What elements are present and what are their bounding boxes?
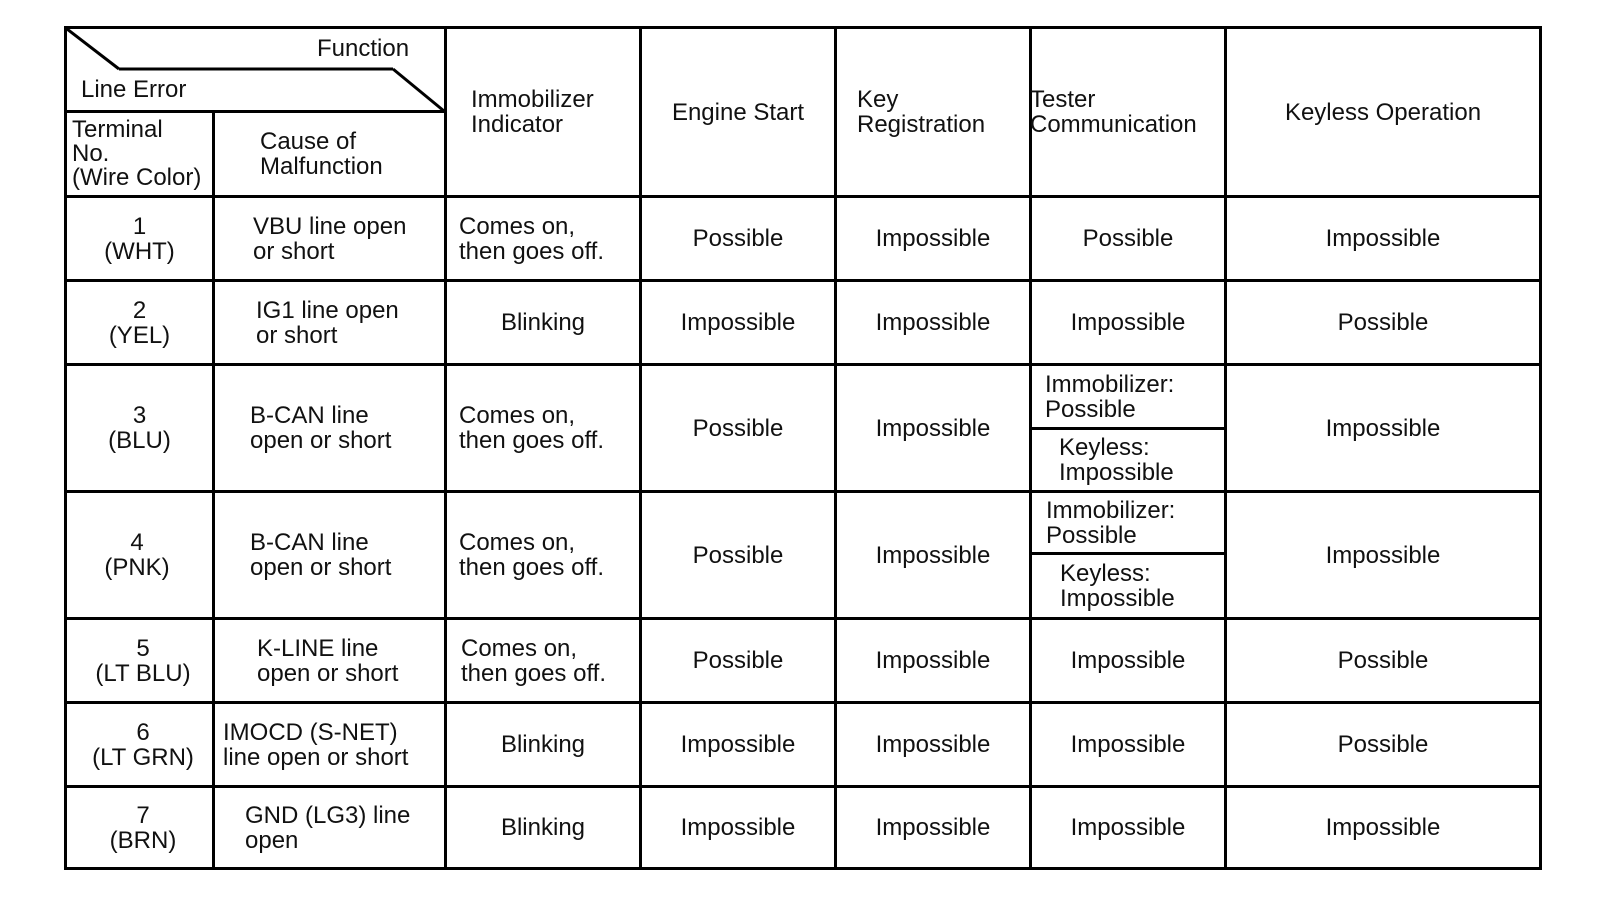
key-registration-header: Key Registration (857, 86, 986, 138)
indicator-cell: Blinking (500, 309, 586, 336)
key-registration-cell: Impossible (875, 647, 991, 674)
tester-keyless-cell: Keyless: Impossible (1059, 434, 1174, 486)
keyless-cell: Impossible (1325, 414, 1441, 442)
terminal-cell: 5 (LT BLU) (95, 634, 191, 687)
keyless-cell: Impossible (1325, 225, 1441, 252)
cause-cell: B-CAN line open or short (250, 402, 392, 454)
engine-start-header: Engine Start (671, 98, 805, 126)
keyless-cell: Impossible (1325, 541, 1441, 569)
terminal-cell: 3 (BLU) (108, 402, 171, 454)
engine-start-cell: Impossible (680, 814, 796, 841)
engine-start-cell: Possible (692, 225, 784, 252)
engine-start-cell: Impossible (680, 309, 796, 336)
diagnostic-table (64, 26, 1542, 870)
cause-cell: VBU line open or short (253, 212, 407, 265)
cause-cell: K-LINE line open or short (257, 634, 399, 687)
terminal-cell: 6 (LT GRN) (92, 718, 194, 771)
keyless-cell: Impossible (1325, 814, 1441, 841)
tester-communication-header: Tester Communication (1030, 86, 1197, 138)
terminal-cell: 1 (WHT) (104, 212, 175, 265)
key-registration-cell: Impossible (875, 541, 991, 569)
key-registration-cell: Impossible (875, 414, 991, 442)
key-registration-cell: Impossible (875, 309, 991, 336)
key-registration-cell: Impossible (875, 731, 991, 758)
tester-cell: Impossible (1070, 309, 1186, 336)
indicator-cell: Comes on, then goes off. (459, 402, 605, 454)
keyless-operation-header: Keyless Operation (1284, 98, 1482, 126)
engine-start-cell: Possible (692, 414, 784, 442)
engine-start-cell: Possible (692, 541, 784, 569)
line-error-label: Line Error (81, 75, 187, 103)
terminal-cell: 7 (BRN) (109, 801, 177, 854)
key-registration-cell: Impossible (875, 814, 991, 841)
tester-cell: Impossible (1070, 731, 1186, 758)
engine-start-cell: Possible (692, 647, 784, 674)
keyless-cell: Possible (1337, 731, 1429, 758)
tester-keyless-cell: Keyless: Impossible (1060, 560, 1175, 612)
indicator-cell: Blinking (500, 731, 586, 758)
tester-cell: Impossible (1070, 647, 1186, 674)
terminal-header: Terminal No. (Wire Color) (72, 116, 202, 191)
cause-cell: GND (LG3) line open (245, 801, 411, 854)
terminal-cell: 2 (YEL) (108, 296, 171, 349)
tester-immobilizer-cell: Immobilizer: Possible (1045, 370, 1175, 423)
function-label: Function (317, 34, 410, 62)
keyless-cell: Possible (1337, 647, 1429, 674)
indicator-cell: Comes on, then goes off. (459, 212, 605, 265)
engine-start-cell: Impossible (680, 731, 796, 758)
cause-cell: IMOCD (S-NET) line open or short (223, 718, 409, 771)
indicator-cell: Comes on, then goes off. (459, 529, 605, 581)
indicator-cell: Comes on, then goes off. (461, 634, 607, 687)
immobilizer-indicator-header: Immobilizer Indicator (471, 86, 594, 138)
indicator-cell: Blinking (500, 814, 586, 841)
cause-cell: IG1 line open or short (256, 296, 399, 349)
key-registration-cell: Impossible (875, 225, 991, 252)
tester-immobilizer-cell: Immobilizer: Possible (1046, 496, 1176, 549)
terminal-cell: 4 (PNK) (104, 529, 170, 581)
keyless-cell: Possible (1337, 309, 1429, 336)
cause-cell: B-CAN line open or short (250, 529, 392, 581)
tester-cell: Impossible (1070, 814, 1186, 841)
cause-header: Cause of Malfunction (260, 128, 383, 180)
tester-cell: Possible (1082, 225, 1174, 252)
